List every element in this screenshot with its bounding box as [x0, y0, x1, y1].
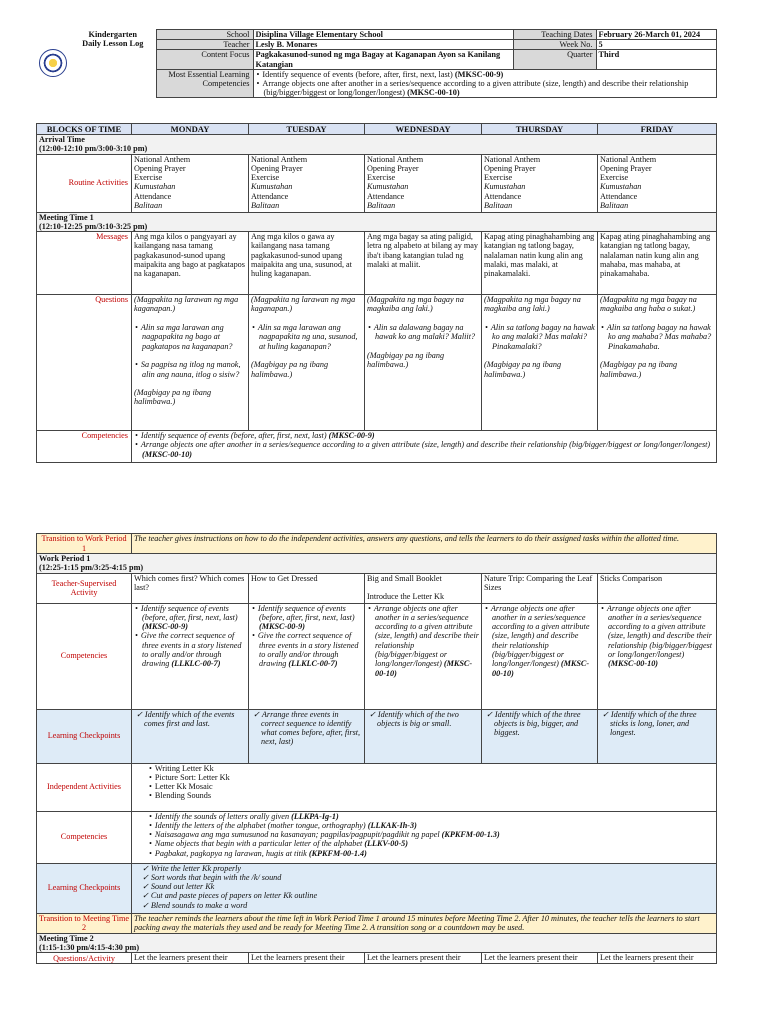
transition1-label: Transition to Work Period 1	[37, 534, 132, 554]
message-tuesday: Ang mga kilos o gawa ay kailangang nasa tamang pagkakasunod-sunod upang maipakita ang una, susunod, at huling kaganapan.	[249, 232, 365, 295]
routine-wednesday: National Anthem Opening Prayer Exercise Kumustahan Attendance Balitaan	[365, 154, 482, 212]
ilc-label: Learning Checkpoints	[37, 863, 132, 913]
qa-monday: Let the learners present their	[132, 953, 249, 964]
ilc-list: ✓ Write the letter Kk properly ✓ Sort words that begin with the /k/ sound ✓ Sound out letter Kk ✓ Cut and paste pieces of papers on letter Kk outline ✓ Blend sounds to make a word	[132, 863, 717, 913]
work1-block: Work Period 1 (12:25-1:15 pm/3:25-4:15 pm)	[37, 554, 717, 574]
lc-label: Learning Checkpoints	[37, 709, 132, 763]
qa-tuesday: Let the learners present their	[249, 953, 365, 964]
col-friday: FRIDAY	[598, 124, 717, 135]
ia-list: • Writing Letter Kk • Picture Sort: Letter Kk • Letter Kk Mosaic • Blending Sounds	[132, 763, 717, 811]
header-table	[36, 29, 717, 98]
quarter-value: Third	[596, 50, 716, 69]
transition2-text: The teacher reminds the learners about the time left in Work Period Time 1 around 15 minutes before Meeting Time 2. After 10 minutes, the teacher tells the learners to start packing away the materials they used and be ready for Meeting Time 2. A transition song or a countdown may be used.	[132, 913, 717, 933]
routine-monday: National Anthem Opening Prayer Exercise Kumustahan Attendance Balitaan	[132, 154, 249, 212]
messages-label: Messages	[37, 232, 132, 295]
col-tuesday: TUESDAY	[249, 124, 365, 135]
ic-label: Competencies	[37, 811, 132, 863]
lc-tuesday: ✓ Arrange three events in correct sequence to identify what comes before, after, first, next, last)	[249, 709, 365, 763]
week-value: 5	[596, 40, 716, 50]
routine-thursday: National Anthem Opening Prayer Exercise Kumustahan Attendance Balitaan	[482, 154, 598, 212]
lc-monday: ✓ Identify which of the events comes first and last.	[132, 709, 249, 763]
qa-friday: Let the learners present their	[598, 953, 717, 964]
routine-tuesday: National Anthem Opening Prayer Exercise Kumustahan Attendance Balitaan	[249, 154, 365, 212]
lc-wednesday: ✓ Identify which of the two objects is big or small.	[365, 709, 482, 763]
qa-thursday: Let the learners present their	[482, 953, 598, 964]
routine-friday: National Anthem Opening Prayer Exercise Kumustahan Attendance Balitaan	[598, 154, 717, 212]
mel-value: • Identify sequence of events (before, after, first, next, last) (MKSC-00-9) • Arrange objects one after another in a series/sequence according to a given attribute (size, length) and describe their relationship (big/bigger/biggest or long/longer/longest) (MKSC-00-10)	[253, 69, 716, 98]
quarter-label: Quarter	[513, 50, 596, 69]
schedule-table-1	[36, 123, 717, 463]
focus-label: Content Focus	[156, 50, 253, 69]
tsa-friday: Sticks Comparison	[598, 573, 717, 603]
message-friday: Kapag ating pinaghahambing ang katangian ng tatlong bagay, nalalaman natin kung alin ang mahaba, mas mahaba, at pinakamahaba.	[598, 232, 717, 295]
ia-label: Independent Activities	[37, 763, 132, 811]
questions-monday: (Magpakita ng larawan ng mga kaganapan.) • Alin sa mga larawan ang nagpapakita ng bago at pagkatapos na kaganapan? • Sa pagpisa ng itlog ng manok, alin ang nauna, itlog o sisiw? (Magbigay pa ng ibang halimbawa.)	[132, 295, 249, 431]
teacher-value: Lesly B. Monares	[253, 40, 513, 50]
lc-thursday: ✓ Identify which of the three objects is big, bigger, and biggest.	[482, 709, 598, 763]
tsa-label: Teacher-Supervised Activity	[37, 573, 132, 603]
competencies-label: Competencies	[37, 431, 132, 463]
competencies-all: • Identify sequence of events (before, after, first, next, last) (MKSC-00-9) • Arrange objects one after another in a series/sequence according to a given attribute (size, length) and describe their relationship (big/bigger/biggest or long/longer/longest) (MKSC-00-10)	[132, 431, 717, 463]
teacher-label: Teacher	[156, 40, 253, 50]
mel-label: Most Essential Learning Competencies	[156, 69, 253, 98]
col-wednesday: WEDNESDAY	[365, 124, 482, 135]
message-wednesday: Ang mga bagay sa ating paligid, letra ng alpabeto at bilang ay may iba't ibang katangian tulad ng malaki at maliit.	[365, 232, 482, 295]
log-title: Kindergarten Daily Lesson Log	[82, 29, 144, 48]
focus-value: Pagkakasunod-sunod ng mga Bagay at Kaganapan Ayon sa Kanilang Katangian	[253, 50, 513, 69]
questions-label: Questions	[37, 295, 132, 431]
message-monday: Ang mga kilos o pangyayari ay kailangang nasa tamang pagkakasunod-sunod upang maipakita ang bago at pagkatapos na kaganapan.	[132, 232, 249, 295]
transition1-text: The teacher gives instructions on how to do the independent activities, answers any questions, and tells the learners to do their assigned tasks within the allotted time.	[132, 534, 717, 554]
tsa-thursday: Nature Trip: Comparing the Leaf Sizes	[482, 573, 598, 603]
tsa-comp-thursday: • Arrange objects one after another in a series/sequence according to a given attribute (size, length) and describe their relationship (big/bigger/biggest or long/longer/longest) (MKSC-00-10)	[482, 603, 598, 709]
schedule-table-2	[36, 533, 717, 964]
col-thursday: THURSDAY	[482, 124, 598, 135]
tsa-comp-friday: • Arrange objects one after another in a series/sequence according to a given attribute (size, length) and describe their relationship (big/bigger/biggest or long/longer/longest) (MKSC-00-10)	[598, 603, 717, 709]
dates-label: Teaching Dates	[513, 30, 596, 40]
school-label: School	[156, 30, 253, 40]
tsa-comp-monday: • Identify sequence of events (before, after, first, next, last) (MKSC-00-9) • Give the correct sequence of three events in a story listened to orally and/or through drawing (LLKLC-00-7)	[132, 603, 249, 709]
qa-label: Questions/Activity	[37, 953, 132, 964]
ic-list: • Identify the sounds of letters orally given (LLKPA-Ig-1) • Identify the letters of the alphabet (mother tongue, orthography) (LLKAK-Ih-3) • Naisasagawa ang mga sumusunod na kasanayan; pagpilas/pagpupit/pagdikit ng papel (KPKFM-00-1.3) • Name objects that begin with a particular letter of the alphabet (LLKV-00-5) • Pagbakat, pagkopya ng larawan, hugis at titik (KPKFM-00-1.4)	[132, 811, 717, 863]
questions-wednesday: (Magpakita ng mga bagay na magkaiba ang laki.) • Alin sa dalawang bagay na hawak ko ang malaki? Maliit? (Magbigay pa ng ibang halimbawa.)	[365, 295, 482, 431]
dates-value: February 26-March 01, 2024	[596, 30, 716, 40]
tsa-tuesday: How to Get Dressed	[249, 573, 365, 603]
qa-wednesday: Let the learners present their	[365, 953, 482, 964]
tsa-comp-wednesday: • Arrange objects one after another in a series/sequence according to a given attribute (size, length) and describe their relationship (big/bigger/biggest or long/longer/longest) (MKSC-00-10)	[365, 603, 482, 709]
meeting1-block: Meeting Time 1 (12:10-12:25 pm/3:10-3:25 pm)	[37, 212, 717, 232]
col-monday: MONDAY	[132, 124, 249, 135]
questions-thursday: (Magpakita ng mga bagay na magkaiba ang laki.) • Alin sa tatlong bagay na hawak ko ang malaki? Mas malaki? Pinakamalaki? (Magbigay pa ng ibang halimbawa.)	[482, 295, 598, 431]
meeting2-block: Meeting Time 2 (1:15-1:30 pm/4:15-4:30 pm)	[37, 933, 717, 953]
tsa-comp-tuesday: • Identify sequence of events (before, after, first, next, last) (MKSC-00-9) • Give the correct sequence of three events in a story listened to orally and/or through drawing (LLKLC-00-7)	[249, 603, 365, 709]
col-blocks: BLOCKS OF TIME	[37, 124, 132, 135]
lc-friday: ✓ Identify which of the three sticks is long, loner, and longest.	[598, 709, 717, 763]
deped-logo	[36, 30, 70, 98]
transition2-label: Transition to Meeting Time 2	[37, 913, 132, 933]
arrival-block: Arrival Time (12:00-12:10 pm/3:00-3:10 pm)	[37, 135, 717, 155]
routine-label: Routine Activities	[37, 154, 132, 212]
questions-friday: (Magpakita ng mga bagay na magkaiba ang haba o sukat.) • Alin sa tatlong bagay na hawak ko ang mahaba? Mas mahaba? Pinakamahaba. (Magbigay pa ng ibang halimbawa.)	[598, 295, 717, 431]
week-label: Week No.	[513, 40, 596, 50]
tsa-monday: Which comes first? Which comes last?	[132, 573, 249, 603]
seal-icon	[39, 49, 67, 77]
tsa-wednesday: Big and Small Booklet Introduce the Letter Kk	[365, 573, 482, 603]
questions-tuesday: (Magpakita ng larawan ng mga kaganapan.) • Alin sa mga larawan ang nagpapakita ng una, susunod, at huling kaganapan? (Magbigay pa ng ibang halimbawa.)	[249, 295, 365, 431]
tsa-competencies-label: Competencies	[37, 603, 132, 709]
message-thursday: Kapag ating pinaghahambing ang katangian ng tatlong bagay, nalalaman natin kung alin ang malaki, mas malaki, at pinakamalaki.	[482, 232, 598, 295]
school-value: Disiplina Village Elementary School	[253, 30, 513, 40]
